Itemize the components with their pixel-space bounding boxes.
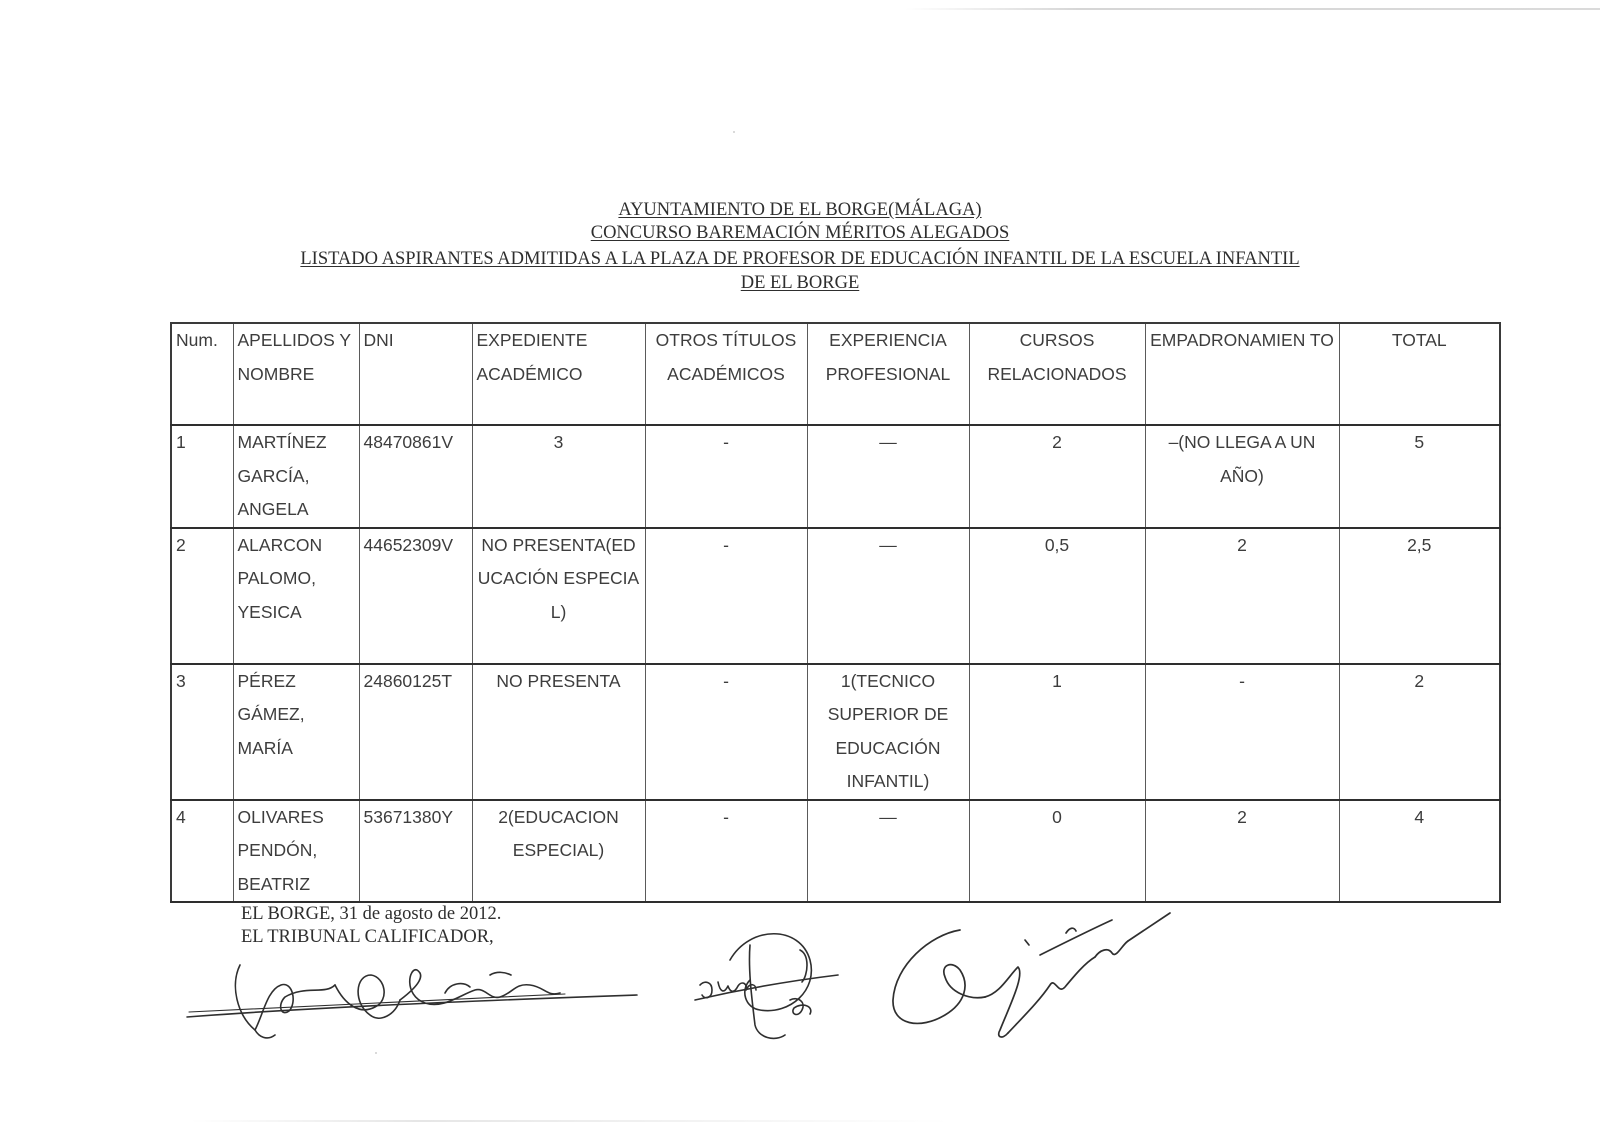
footer-signatory: EL TRIBUNAL CALIFICADOR, (241, 927, 494, 947)
cell-total: 2 (1339, 664, 1500, 800)
scan-edge-bottom (190, 1120, 950, 1122)
header-listing-cont: DE EL BORGE (740, 273, 860, 293)
cell-num: 3 (171, 664, 233, 800)
footer-place-date: EL BORGE, 31 de agosto de 2012. (241, 904, 502, 924)
cell-registration: - (1145, 664, 1339, 800)
scan-edge-top (905, 8, 1600, 10)
signature-3 (890, 905, 1190, 1045)
cell-num: 4 (171, 800, 233, 903)
table-header-row (171, 323, 1500, 425)
cell-other-degrees: - (645, 800, 807, 903)
cell-academic-record: 3 (472, 425, 645, 528)
cell-total: 4 (1339, 800, 1500, 903)
scan-speck (733, 131, 735, 133)
header-listing: LISTADO ASPIRANTES ADMITIDAS A LA PLAZA DE PROFESOR DE EDUCACIÓN INFANTIL DE LA ESCUELA INFANTIL (300, 249, 1300, 269)
scan-speck (375, 1052, 377, 1054)
cell-other-degrees: - (645, 528, 807, 664)
cell-dni: 24860125T (359, 664, 472, 800)
cell-num: 1 (171, 425, 233, 528)
col-header-other-degrees: OTROS TÍTULOS ACADÉMICOS (645, 323, 807, 425)
applicants-table (170, 322, 1501, 903)
table-row (171, 528, 1500, 664)
cell-courses: 2 (969, 425, 1145, 528)
cell-name: PÉREZ GÁMEZ, MARÍA (233, 664, 359, 800)
cell-name: MARTÍNEZ GARCÍA, ANGELA (233, 425, 359, 528)
table-row (171, 664, 1500, 800)
cell-experience: — (807, 528, 969, 664)
signature-2 (690, 920, 850, 1050)
col-header-experience: EXPERIENCIA PROFESIONAL (807, 323, 969, 425)
header-contest: CONCURSO BAREMACIÓN MÉRITOS ALEGADOS (590, 223, 1010, 243)
cell-registration: –(NO LLEGA A UN AÑO) (1145, 425, 1339, 528)
cell-registration: 2 (1145, 528, 1339, 664)
cell-academic-record: NO PRESENTA(EDUCACIÓN ESPECIAL) (472, 528, 645, 664)
cell-other-degrees: - (645, 425, 807, 528)
col-header-registration: EMPADRONAMIEN TO (1145, 323, 1339, 425)
cell-other-degrees: - (645, 664, 807, 800)
table-row (171, 425, 1500, 528)
col-header-name: APELLIDOS Y NOMBRE (233, 323, 359, 425)
col-header-academic-record: EXPEDIENTE ACADÉMICO (472, 323, 645, 425)
cell-dni: 44652309V (359, 528, 472, 664)
cell-name: OLIVARES PENDÓN, BEATRIZ (233, 800, 359, 903)
cell-total: 5 (1339, 425, 1500, 528)
cell-experience: — (807, 800, 969, 903)
cell-dni: 48470861V (359, 425, 472, 528)
cell-registration: 2 (1145, 800, 1339, 903)
cell-experience: 1(TECNICO SUPERIOR DE EDUCACIÓN INFANTIL) (807, 664, 969, 800)
cell-dni: 53671380Y (359, 800, 472, 903)
col-header-dni: DNI (359, 323, 472, 425)
col-header-num: Num. (171, 323, 233, 425)
cell-academic-record: 2(EDUCACION ESPECIAL) (472, 800, 645, 903)
cell-total: 2,5 (1339, 528, 1500, 664)
cell-experience: — (807, 425, 969, 528)
cell-courses: 1 (969, 664, 1145, 800)
col-header-courses: CURSOS RELACIONADOS (969, 323, 1145, 425)
cell-courses: 0 (969, 800, 1145, 903)
signature-1 (185, 945, 645, 1045)
header-municipality: AYUNTAMIENTO DE EL BORGE(MÁLAGA) (618, 200, 982, 220)
cell-academic-record: NO PRESENTA (472, 664, 645, 800)
table-row (171, 800, 1500, 903)
cell-num: 2 (171, 528, 233, 664)
col-header-total: TOTAL (1339, 323, 1500, 425)
cell-name: ALARCON PALOMO, YESICA (233, 528, 359, 664)
cell-courses: 0,5 (969, 528, 1145, 664)
